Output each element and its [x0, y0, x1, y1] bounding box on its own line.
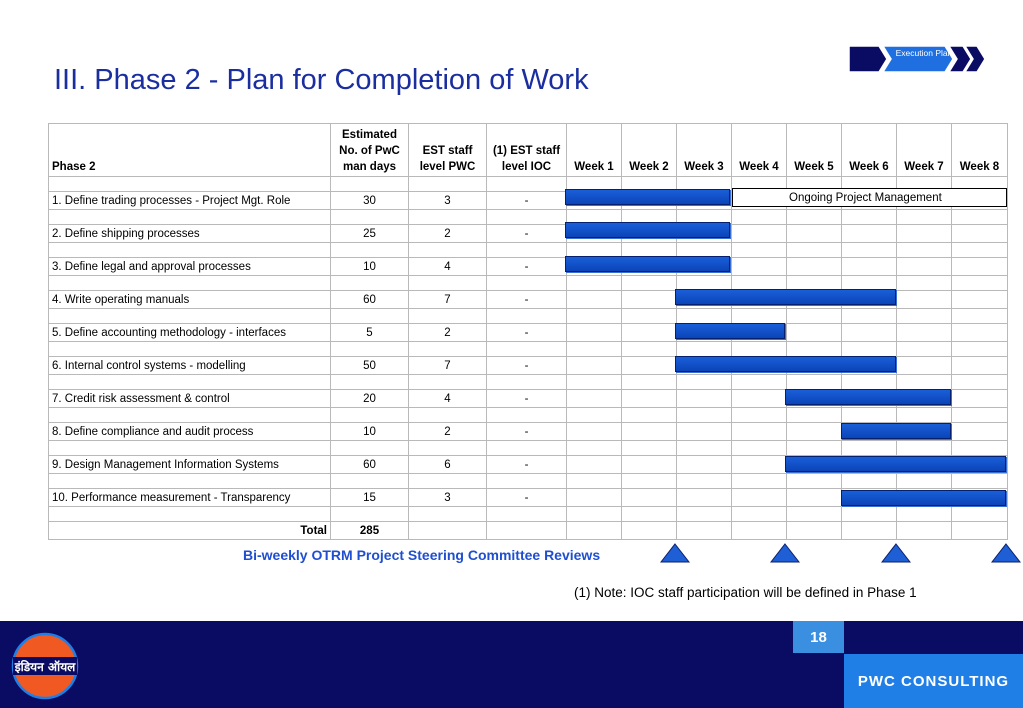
- week-6-cell: [842, 225, 897, 243]
- phase-plan-table: [48, 123, 1008, 540]
- ioc-staff-cell: -: [487, 456, 567, 474]
- empty-cell: [567, 507, 622, 522]
- empty-cell: [677, 441, 732, 456]
- empty-cell: [787, 210, 842, 225]
- col-header-pwc-staff: EST staff level PWC: [409, 124, 487, 177]
- milestone-triangle-icon: [660, 543, 690, 563]
- chevron-left-segment: [849, 46, 887, 72]
- empty-cell: [331, 177, 409, 192]
- man-days-cell: 50: [331, 357, 409, 375]
- empty-cell: [787, 522, 842, 540]
- empty-cell: [732, 210, 787, 225]
- pwc-staff-cell: 4: [409, 258, 487, 276]
- task-cell: 3. Define legal and approval processes: [49, 258, 331, 276]
- milestone-triangle-icon: [991, 543, 1021, 563]
- task-cell: 2. Define shipping processes: [49, 225, 331, 243]
- gantt-bar: [675, 323, 785, 339]
- empty-cell: [622, 342, 677, 357]
- empty-cell: [622, 474, 677, 489]
- page-number: 18: [793, 621, 844, 653]
- empty-cell: [409, 309, 487, 324]
- empty-cell: [49, 342, 331, 357]
- footnote: (1) Note: IOC staff participation will be defined in Phase 1: [574, 585, 917, 600]
- spacer-row: [49, 408, 1008, 423]
- empty-cell: [49, 375, 331, 390]
- col-header-week-6: Week 6: [842, 124, 897, 177]
- empty-cell: [842, 210, 897, 225]
- ioc-staff-cell: -: [487, 357, 567, 375]
- col-header-week-1: Week 1: [567, 124, 622, 177]
- empty-cell: [567, 408, 622, 423]
- empty-cell: [732, 408, 787, 423]
- empty-cell: [952, 210, 1008, 225]
- gantt-bar: [785, 389, 950, 405]
- empty-cell: [842, 408, 897, 423]
- total-label: Total: [49, 522, 331, 540]
- man-days-cell: 15: [331, 489, 409, 507]
- task-cell: 10. Performance measurement - Transparency: [49, 489, 331, 507]
- col-header-week-4: Week 4: [732, 124, 787, 177]
- week-4-cell: [732, 225, 787, 243]
- empty-cell: [567, 342, 622, 357]
- man-days-cell: 10: [331, 258, 409, 276]
- steering-committee-label: Bi-weekly OTRM Project Steering Committee Reviews: [243, 547, 601, 563]
- empty-cell: [409, 474, 487, 489]
- page-title: III. Phase 2 - Plan for Completion of Work: [54, 64, 589, 96]
- empty-cell: [487, 177, 567, 192]
- week-2-cell: [622, 291, 677, 309]
- empty-cell: [409, 342, 487, 357]
- empty-cell: [331, 210, 409, 225]
- empty-cell: [622, 408, 677, 423]
- empty-cell: [952, 507, 1008, 522]
- empty-cell: [622, 375, 677, 390]
- week-8-cell: [952, 390, 1008, 408]
- pwc-staff-cell: 7: [409, 291, 487, 309]
- task-cell: 1. Define trading processes - Project Mgt. Role: [49, 192, 331, 210]
- empty-cell: [842, 507, 897, 522]
- empty-cell: [732, 309, 787, 324]
- empty-cell: [409, 507, 487, 522]
- empty-cell: [487, 441, 567, 456]
- empty-cell: [897, 342, 952, 357]
- empty-cell: [331, 507, 409, 522]
- empty-cell: [49, 474, 331, 489]
- empty-cell: [677, 342, 732, 357]
- empty-cell: [732, 441, 787, 456]
- col-header-week-5: Week 5: [787, 124, 842, 177]
- empty-cell: [677, 309, 732, 324]
- week-8-cell: [952, 357, 1008, 375]
- empty-cell: [842, 309, 897, 324]
- col-header-man-days: Estimated No. of PwC man days: [331, 124, 409, 177]
- task-cell: 5. Define accounting methodology - interfaces: [49, 324, 331, 342]
- man-days-cell: 10: [331, 423, 409, 441]
- empty-cell: [897, 243, 952, 258]
- week-8-cell: [952, 225, 1008, 243]
- ioc-staff-cell: -: [487, 390, 567, 408]
- week-2-cell: [622, 423, 677, 441]
- indian-oil-logo: [11, 632, 79, 700]
- empty-cell: [732, 342, 787, 357]
- week-8-cell: [952, 258, 1008, 276]
- week-8-cell: [952, 324, 1008, 342]
- empty-cell: [331, 276, 409, 291]
- spacer-row: [49, 474, 1008, 489]
- gantt-bar: [675, 356, 895, 372]
- week-6-cell: [842, 324, 897, 342]
- week-7-cell: [897, 291, 952, 309]
- week-6-cell: [842, 258, 897, 276]
- empty-cell: [331, 375, 409, 390]
- ioc-staff-cell: -: [487, 258, 567, 276]
- task-cell: 4. Write operating manuals: [49, 291, 331, 309]
- week-3-cell: [677, 456, 732, 474]
- empty-cell: [409, 243, 487, 258]
- table-row: [49, 225, 1008, 243]
- pwc-staff-cell: 2: [409, 324, 487, 342]
- week-2-cell: [622, 357, 677, 375]
- week-2-cell: [622, 456, 677, 474]
- empty-cell: [622, 522, 677, 540]
- man-days-cell: 5: [331, 324, 409, 342]
- empty-cell: [952, 522, 1008, 540]
- col-header-phase: Phase 2: [49, 124, 331, 177]
- empty-cell: [897, 375, 952, 390]
- empty-cell: [487, 342, 567, 357]
- gantt-bar: [565, 189, 730, 205]
- empty-cell: [567, 375, 622, 390]
- week-8-cell: [952, 423, 1008, 441]
- man-days-cell: 25: [331, 225, 409, 243]
- week-1-cell: [567, 324, 622, 342]
- spacer-row: [49, 507, 1008, 522]
- empty-cell: [622, 441, 677, 456]
- week-4-cell: [732, 390, 787, 408]
- empty-cell: [787, 474, 842, 489]
- empty-cell: [622, 309, 677, 324]
- task-cell: 7. Credit risk assessment & control: [49, 390, 331, 408]
- empty-cell: [487, 408, 567, 423]
- ioc-staff-cell: -: [487, 192, 567, 210]
- empty-cell: [487, 309, 567, 324]
- week-1-cell: [567, 456, 622, 474]
- week-7-cell: [897, 258, 952, 276]
- col-header-week-2: Week 2: [622, 124, 677, 177]
- gantt-bar: [841, 490, 1006, 506]
- empty-cell: [567, 474, 622, 489]
- pwc-staff-cell: 6: [409, 456, 487, 474]
- empty-cell: [732, 522, 787, 540]
- empty-cell: [409, 408, 487, 423]
- week-1-cell: [567, 291, 622, 309]
- empty-cell: [567, 276, 622, 291]
- week-7-cell: [897, 357, 952, 375]
- empty-cell: [787, 507, 842, 522]
- week-1-cell: [567, 390, 622, 408]
- empty-cell: [897, 441, 952, 456]
- spacer-row: [49, 309, 1008, 324]
- week-4-cell: [732, 456, 787, 474]
- empty-cell: [677, 375, 732, 390]
- col-header-week-3: Week 3: [677, 124, 732, 177]
- empty-cell: [49, 441, 331, 456]
- empty-cell: [49, 177, 331, 192]
- pwc-staff-cell: 2: [409, 225, 487, 243]
- week-7-cell: [897, 324, 952, 342]
- week-5-cell: [787, 258, 842, 276]
- empty-cell: [787, 441, 842, 456]
- week-1-cell: [567, 489, 622, 507]
- table-row: [49, 258, 1008, 276]
- gantt-bar: [565, 256, 730, 272]
- col-header-ioc-staff: (1) EST staff level IOC: [487, 124, 567, 177]
- empty-cell: [487, 210, 567, 225]
- empty-cell: [49, 309, 331, 324]
- brand-label: PWC CONSULTING: [844, 654, 1023, 708]
- empty-cell: [952, 342, 1008, 357]
- week-5-cell: [787, 489, 842, 507]
- empty-cell: [897, 522, 952, 540]
- ioc-staff-cell: -: [487, 423, 567, 441]
- empty-cell: [897, 309, 952, 324]
- week-4-cell: [732, 423, 787, 441]
- empty-cell: [622, 507, 677, 522]
- pwc-staff-cell: 2: [409, 423, 487, 441]
- table-header-row: [49, 124, 1008, 177]
- empty-cell: [567, 309, 622, 324]
- empty-cell: [842, 441, 897, 456]
- week-3-cell: [677, 390, 732, 408]
- week-4-cell: [732, 489, 787, 507]
- empty-cell: [787, 408, 842, 423]
- empty-cell: [49, 210, 331, 225]
- pwc-staff-cell: 3: [409, 192, 487, 210]
- empty-cell: [897, 210, 952, 225]
- empty-cell: [487, 507, 567, 522]
- milestone-triangle-icon: [881, 543, 911, 563]
- empty-cell: [952, 276, 1008, 291]
- spacer-row: [49, 375, 1008, 390]
- total-row: [49, 522, 1008, 540]
- empty-cell: [677, 408, 732, 423]
- empty-cell: [567, 441, 622, 456]
- total-value: 285: [331, 522, 409, 540]
- man-days-cell: 20: [331, 390, 409, 408]
- empty-cell: [331, 408, 409, 423]
- week-5-cell: [787, 225, 842, 243]
- empty-cell: [677, 474, 732, 489]
- week-2-cell: [622, 489, 677, 507]
- empty-cell: [487, 276, 567, 291]
- week-8-cell: [952, 291, 1008, 309]
- empty-cell: [49, 507, 331, 522]
- man-days-cell: 60: [331, 291, 409, 309]
- empty-cell: [732, 474, 787, 489]
- gantt-bar: [565, 222, 730, 238]
- spacer-row: [49, 210, 1008, 225]
- empty-cell: [842, 474, 897, 489]
- empty-cell: [952, 408, 1008, 423]
- empty-cell: [897, 276, 952, 291]
- gantt-bar: [675, 289, 895, 305]
- empty-cell: [732, 243, 787, 258]
- week-4-cell: [732, 258, 787, 276]
- ioc-staff-cell: -: [487, 225, 567, 243]
- empty-cell: [897, 507, 952, 522]
- task-cell: 6. Internal control systems - modelling: [49, 357, 331, 375]
- empty-cell: [409, 522, 487, 540]
- empty-cell: [331, 243, 409, 258]
- ioc-staff-cell: -: [487, 324, 567, 342]
- empty-cell: [622, 276, 677, 291]
- man-days-cell: 60: [331, 456, 409, 474]
- empty-cell: [952, 441, 1008, 456]
- ioc-staff-cell: -: [487, 291, 567, 309]
- col-header-week-8: Week 8: [952, 124, 1008, 177]
- empty-cell: [952, 375, 1008, 390]
- spacer-row: [49, 441, 1008, 456]
- logo-text: इंडियन ऑयल: [14, 660, 76, 674]
- empty-cell: [567, 522, 622, 540]
- empty-cell: [331, 474, 409, 489]
- empty-cell: [952, 309, 1008, 324]
- empty-cell: [409, 177, 487, 192]
- empty-cell: [787, 342, 842, 357]
- empty-cell: [677, 507, 732, 522]
- task-cell: 8. Define compliance and audit process: [49, 423, 331, 441]
- ongoing-pm-label: Ongoing Project Management: [789, 192, 942, 204]
- empty-cell: [787, 309, 842, 324]
- empty-cell: [487, 375, 567, 390]
- table-row: [49, 324, 1008, 342]
- week-1-cell: [567, 357, 622, 375]
- empty-cell: [487, 243, 567, 258]
- spacer-row: [49, 342, 1008, 357]
- empty-cell: [842, 375, 897, 390]
- empty-cell: [787, 243, 842, 258]
- week-5-cell: [787, 324, 842, 342]
- pwc-staff-cell: 7: [409, 357, 487, 375]
- empty-cell: [487, 474, 567, 489]
- empty-cell: [952, 474, 1008, 489]
- empty-cell: [409, 441, 487, 456]
- empty-cell: [49, 243, 331, 258]
- milestone-triangle-icon: [770, 543, 800, 563]
- col-header-week-7: Week 7: [897, 124, 952, 177]
- empty-cell: [49, 276, 331, 291]
- empty-cell: [331, 441, 409, 456]
- pwc-staff-cell: 3: [409, 489, 487, 507]
- empty-cell: [331, 342, 409, 357]
- empty-cell: [732, 507, 787, 522]
- empty-cell: [409, 210, 487, 225]
- empty-cell: [842, 243, 897, 258]
- empty-cell: [897, 408, 952, 423]
- week-7-cell: [897, 225, 952, 243]
- pwc-staff-cell: 4: [409, 390, 487, 408]
- task-cell: 9. Design Management Information Systems: [49, 456, 331, 474]
- week-5-cell: [787, 423, 842, 441]
- empty-cell: [952, 243, 1008, 258]
- empty-cell: [842, 522, 897, 540]
- empty-cell: [409, 276, 487, 291]
- week-3-cell: [677, 423, 732, 441]
- empty-cell: [732, 375, 787, 390]
- gantt-bar: [841, 423, 951, 439]
- ioc-staff-cell: -: [487, 489, 567, 507]
- empty-cell: [842, 342, 897, 357]
- empty-cell: [487, 522, 567, 540]
- empty-cell: [677, 522, 732, 540]
- spacer-row: [49, 243, 1008, 258]
- week-2-cell: [622, 390, 677, 408]
- week-1-cell: [567, 423, 622, 441]
- week-3-cell: [677, 489, 732, 507]
- empty-cell: [897, 474, 952, 489]
- week-2-cell: [622, 324, 677, 342]
- man-days-cell: 30: [331, 192, 409, 210]
- empty-cell: [331, 309, 409, 324]
- nav-badge-label: Execution Plan: [895, 48, 953, 58]
- empty-cell: [409, 375, 487, 390]
- gantt-bar: [785, 456, 1005, 472]
- empty-cell: [49, 408, 331, 423]
- empty-cell: [787, 375, 842, 390]
